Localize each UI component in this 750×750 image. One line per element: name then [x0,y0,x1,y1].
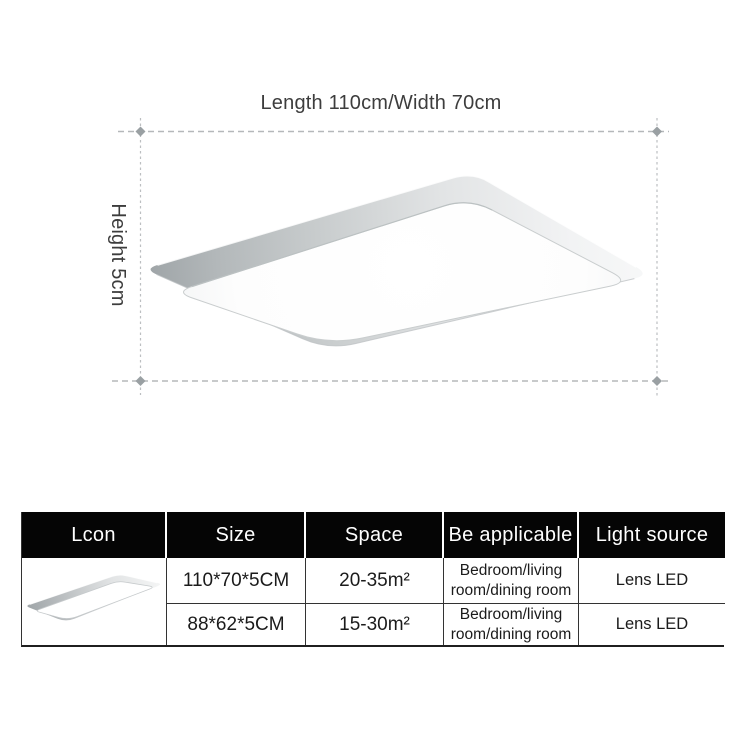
header-cell-applicable: Be applicable [444,512,579,558]
spec-table [21,512,724,647]
height-label: Height 5cm [107,203,129,307]
header-cell-light-source: Light source [579,512,725,558]
ceiling-lamp-image [151,176,643,346]
lamp-thumbnail-cell [22,558,167,645]
header-cell-icon: Lcon [22,512,167,558]
cell-size-row2: 88*62*5CM [167,603,306,645]
length-width-label: Length 110cm/Width 70cm [260,92,502,114]
lamp-thumbnail-image [23,558,166,645]
cell-space-row1: 20-35m² [306,558,444,603]
cell-light-source-row1: Lens LED [579,558,725,603]
cell-applicable-row1: Bedroom/living room/dining room [444,558,579,603]
cell-light-source-row2: Lens LED [579,603,725,645]
cell-size-row1: 110*70*5CM [167,558,306,603]
cell-space-row2: 15-30m² [306,603,444,645]
header-cell-size: Size [167,512,306,558]
header-cell-space: Space [306,512,444,558]
cell-applicable-row2: Bedroom/living room/dining room [444,603,579,645]
